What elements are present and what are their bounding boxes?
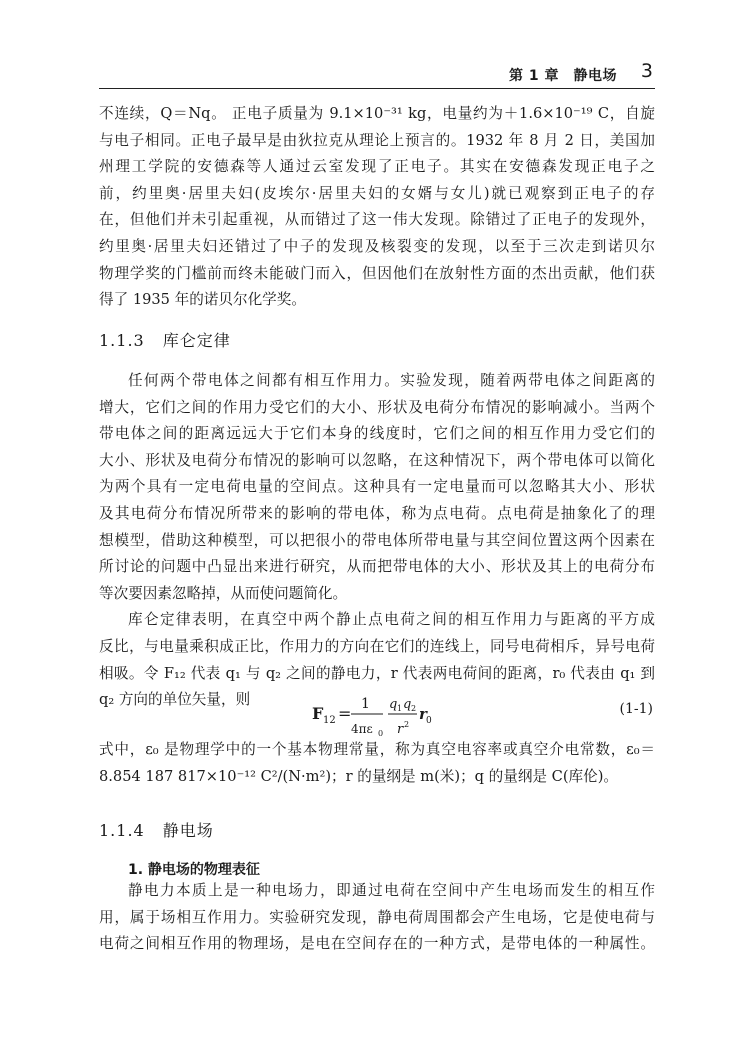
text-line: 与电子相同。正电子最早是由狄拉克从理论上预言的。1932 年 8 月 2 日，美国加 xyxy=(99,131,655,149)
text-line: 得了 1935 年的诺贝尔化学奖。 xyxy=(99,291,306,309)
section-title: 库仑定律 xyxy=(162,331,231,350)
text-line: 等次要因素忽略掉，从而使问题简化。 xyxy=(99,584,348,602)
eq-numer2-a-sub: 1 xyxy=(397,704,403,713)
text-line: 大小、形状及电荷分布情况的影响可以忽略，在这种情况下，两个带电体可以简化 xyxy=(99,451,655,469)
text-line: 相吸。令 F₁₂ 代表 q₁ 与 q₂ 之间的静电力，r 代表两电荷间的距离，r₀ 代表由 q₁ 到 xyxy=(99,664,655,682)
text-line: 任何两个带电体之间都有相互作用力。实验发现，随着两带电体之间距离的 xyxy=(128,372,655,389)
text-line: q₂ 方向的单位矢量，则 xyxy=(99,691,251,709)
eq-equals: = xyxy=(338,704,352,723)
eq-lhs: F xyxy=(312,704,324,723)
page-number: 3 xyxy=(640,60,653,82)
text-line: 式中，ε₀ 是物理学中的一个基本物理常量，称为真空电容率或真空介电常数，ε₀＝ xyxy=(99,741,655,758)
running-header xyxy=(99,62,655,89)
section-heading-coulomb xyxy=(99,328,231,351)
equation-graphic xyxy=(99,688,655,740)
eq-vec: r xyxy=(419,705,427,723)
text-line: 所讨论的问题中凸显出来进行研究，从而把带电体的大小、形状及其上的电荷分布 xyxy=(99,558,655,576)
eq-numer2-a: q xyxy=(389,697,398,712)
text-line: 库仑定律表明，在真空中两个静止点电荷之间的相互作用力与距离的平方成 xyxy=(128,611,655,629)
text-line: 反比，与电量乘积成正比，作用力的方向在它们的连线上，同号电荷相斥，异号电荷 xyxy=(99,637,655,655)
eq-vec-sub: 0 xyxy=(426,716,432,726)
text-line: 想模型，借助这种模型，可以把很小的带电体所带电量与其空间位置这两个因素在 xyxy=(99,531,655,549)
text-line: 用，属于场相互作用力。实验研究发现，静电荷周围都会产生电场，它是使电荷与 xyxy=(99,908,655,926)
text-line: 带电体之间的距离远远大于它们本身的线度时，它们之间的相互作用力受它们的 xyxy=(99,425,655,443)
eq-lhs-sub: 12 xyxy=(323,715,336,726)
eq-denom2-sup: 2 xyxy=(404,720,410,729)
equation-coulomb xyxy=(99,688,655,740)
section-heading-electrostatic-field xyxy=(99,818,214,841)
text-line: 增大，它们之间的作用力受它们的大小、形状及电荷分布情况的影响减小。当两个 xyxy=(99,398,655,416)
text-line: 在，但他们并未引起重视，从而错过了这一伟大发现。除错过了正电子的发现外， xyxy=(99,211,655,229)
paragraph-field-nature xyxy=(99,878,655,958)
text-line: 不连续，Q＝Nq。 正电子质量为 9.1×10⁻³¹ kg，电量约为＋1.6×10⁻¹⁹ C，自旋 xyxy=(99,105,655,122)
text-line: 物理学奖的门槛前而终未能破门而入，但因他们在放射性方面的杰出贡献，他们获 xyxy=(99,264,655,282)
paragraph-point-charge xyxy=(99,368,655,714)
section-number: 1.1.4 xyxy=(99,821,145,840)
chapter-title: 第 1 章 静电场 xyxy=(509,68,617,84)
eq-numer2-b: q xyxy=(403,697,412,712)
text-line: 静电力本质上是一种电场力，即通过电荷在空间中产生电场而发生的相互作 xyxy=(128,882,655,899)
paragraph-positron xyxy=(99,101,655,314)
eq-denom1: 4πε xyxy=(351,722,373,736)
eq-numer1: 1 xyxy=(361,696,370,712)
paragraph-epsilon xyxy=(99,737,655,790)
section-number: 1.1.3 xyxy=(99,331,145,350)
text-line: 为两个具有一定电荷电量的空间点。这种具有一定电量而可以忽略其大小、形状 xyxy=(99,478,655,496)
eq-numer2-b-sub: 2 xyxy=(411,704,417,713)
text-line: 约里奥·居里夫妇还错过了中子的发现及核裂变的发现，以至于三次走到诺贝尔 xyxy=(99,237,655,255)
text-line: 电荷之间相互作用的物理场，是电在空间存在的一种方式，是带电体的一种属性。 xyxy=(99,935,655,953)
section-title: 静电场 xyxy=(162,821,214,840)
text-line: 州理工学院的安德森等人通过云室发现了正电子。其实在安德森发现正电子之 xyxy=(99,158,655,176)
eq-denom1-sub: 0 xyxy=(378,729,384,738)
text-line: 8.854 187 817×10⁻¹² C²/(N·m²)；r 的量纲是 m(米)；q 的量纲是 C(库伦)。 xyxy=(99,767,618,785)
eq-denom2: r xyxy=(397,722,404,737)
text-line: 前，约里奥·居里夫妇(皮埃尔·居里夫妇的女婿与女儿)就已观察到正电子的存 xyxy=(99,184,655,202)
equation-label: (1-1) xyxy=(619,701,653,717)
text-line: 及其电荷分布情况所带来的影响的带电体，称为点电荷。点电荷是抽象化了的理 xyxy=(99,504,655,522)
subsection-heading: 1. 静电场的物理表征 xyxy=(128,862,260,878)
